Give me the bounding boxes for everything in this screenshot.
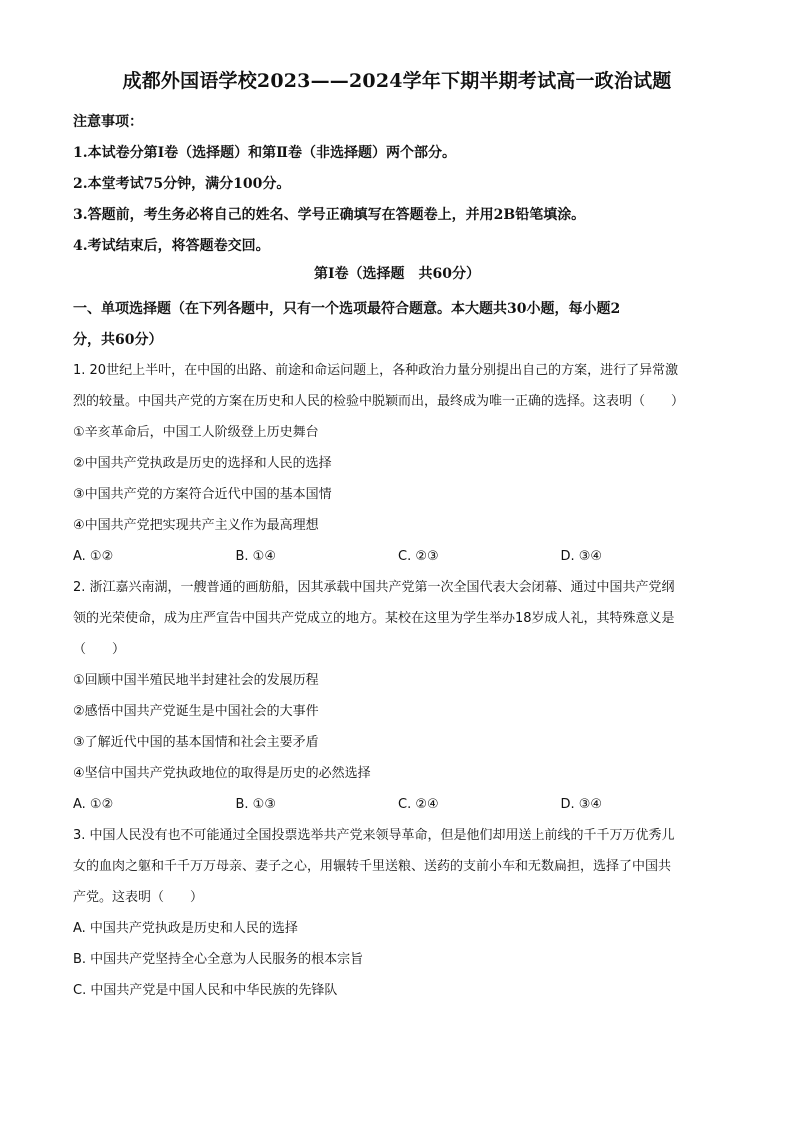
option-a: A. ①②	[73, 549, 114, 564]
statement-item: ①回顾中国半殖民地半封建社会的发展历程	[73, 673, 319, 688]
option-d: D. ③④	[560, 549, 603, 564]
question-stem-line: 女的血肉之躯和千千万万母亲、妻子之心，用辗转千里送粮、送药的支前小车和无数扁担，选择了中国共	[73, 859, 672, 874]
option-a: A. ①②	[73, 797, 114, 812]
notes-item: 4.考试结束后，将答题卷交回。	[73, 238, 270, 254]
option-d: D. ③④	[560, 797, 603, 812]
part-title: 第Ⅰ卷（选择题 共60分）	[313, 266, 481, 282]
question-stem-line: 领的光荣使命，成为庄严宣告中国共产党成立的地方。某校在这里为学生举办18岁成人礼，其特殊意义是	[73, 611, 675, 626]
statement-item: ③中国共产党的方案符合近代中国的基本国情	[73, 487, 332, 502]
notes-heading: 注意事项：	[73, 114, 143, 130]
option-b: B. ①③	[235, 797, 276, 812]
section-heading	[73, 294, 721, 356]
notes-item: 1.本试卷分第Ⅰ卷（选择题）和第Ⅱ卷（非选择题）两个部分。	[73, 145, 456, 161]
question-stem-line: 产党。这表明（ ）	[73, 890, 204, 905]
statement-item: ③了解近代中国的基本国情和社会主要矛盾	[73, 735, 319, 750]
option-c: C. ②④	[398, 797, 439, 812]
questions-list	[73, 355, 723, 1006]
statement-item: ④中国共产党把实现共产主义作为最高理想	[73, 518, 319, 533]
notes-block	[73, 107, 723, 262]
page-title: 成都外国语学校2023——2024学年下期半期考试高一政治试题	[122, 70, 672, 92]
answer-options	[73, 541, 723, 572]
notes-item: 2.本堂考试75分钟，满分100分。	[73, 176, 291, 192]
question-stem-line: 3. 中国人民没有也不可能通过全国投票选举共产党来领导革命，但是他们却用送上前线的千千万万优秀儿	[73, 828, 675, 843]
question-stem-line: 2. 浙江嘉兴南湖，一艘普通的画舫船，因其承载中国共产党第一次全国代表大会闭幕、通过中国共产党纲	[73, 580, 675, 595]
notes-item: 3.答题前，考生务必将自己的姓名、学号正确填写在答题卷上，并用2B铅笔填涂。	[73, 207, 586, 223]
question-1	[73, 355, 723, 572]
option-b: B. ①④	[235, 549, 276, 564]
option-c: C. 中国共产党是中国人民和中华民族的先锋队	[73, 983, 338, 998]
option-b: B. 中国共产党坚持全心全意为人民服务的根本宗旨	[73, 952, 364, 967]
answer-options	[73, 789, 723, 820]
option-a: A. 中国共产党执政是历史和人民的选择	[73, 921, 298, 936]
statement-item: ①辛亥革命后，中国工人阶级登上历史舞台	[73, 425, 319, 440]
section-heading-line: 一、单项选择题（在下列各题中，只有一个选项最符合题意。本大题共30小题，每小题2	[73, 301, 621, 317]
statement-item: ④坚信中国共产党执政地位的取得是历史的必然选择	[73, 766, 371, 781]
statement-item: ②中国共产党执政是历史的选择和人民的选择	[73, 456, 332, 471]
question-stem-line: 1. 20世纪上半叶，在中国的出路、前途和命运问题上，各种政治力量分别提出自己的方案，进行了异常激	[73, 363, 679, 378]
question-stem-line: 烈的较量。中国共产党的方案在历史和人民的检验中脱颖而出，最终成为唯一正确的选择。这表明（ ）	[73, 394, 685, 409]
option-c: C. ②③	[398, 549, 439, 564]
statement-item: ②感悟中国共产党诞生是中国社会的大事件	[73, 704, 319, 719]
question-2	[73, 572, 723, 820]
question-3	[73, 820, 723, 1006]
question-stem-line: （ ）	[73, 642, 126, 657]
section-heading-line: 分，共60分）	[73, 332, 163, 348]
